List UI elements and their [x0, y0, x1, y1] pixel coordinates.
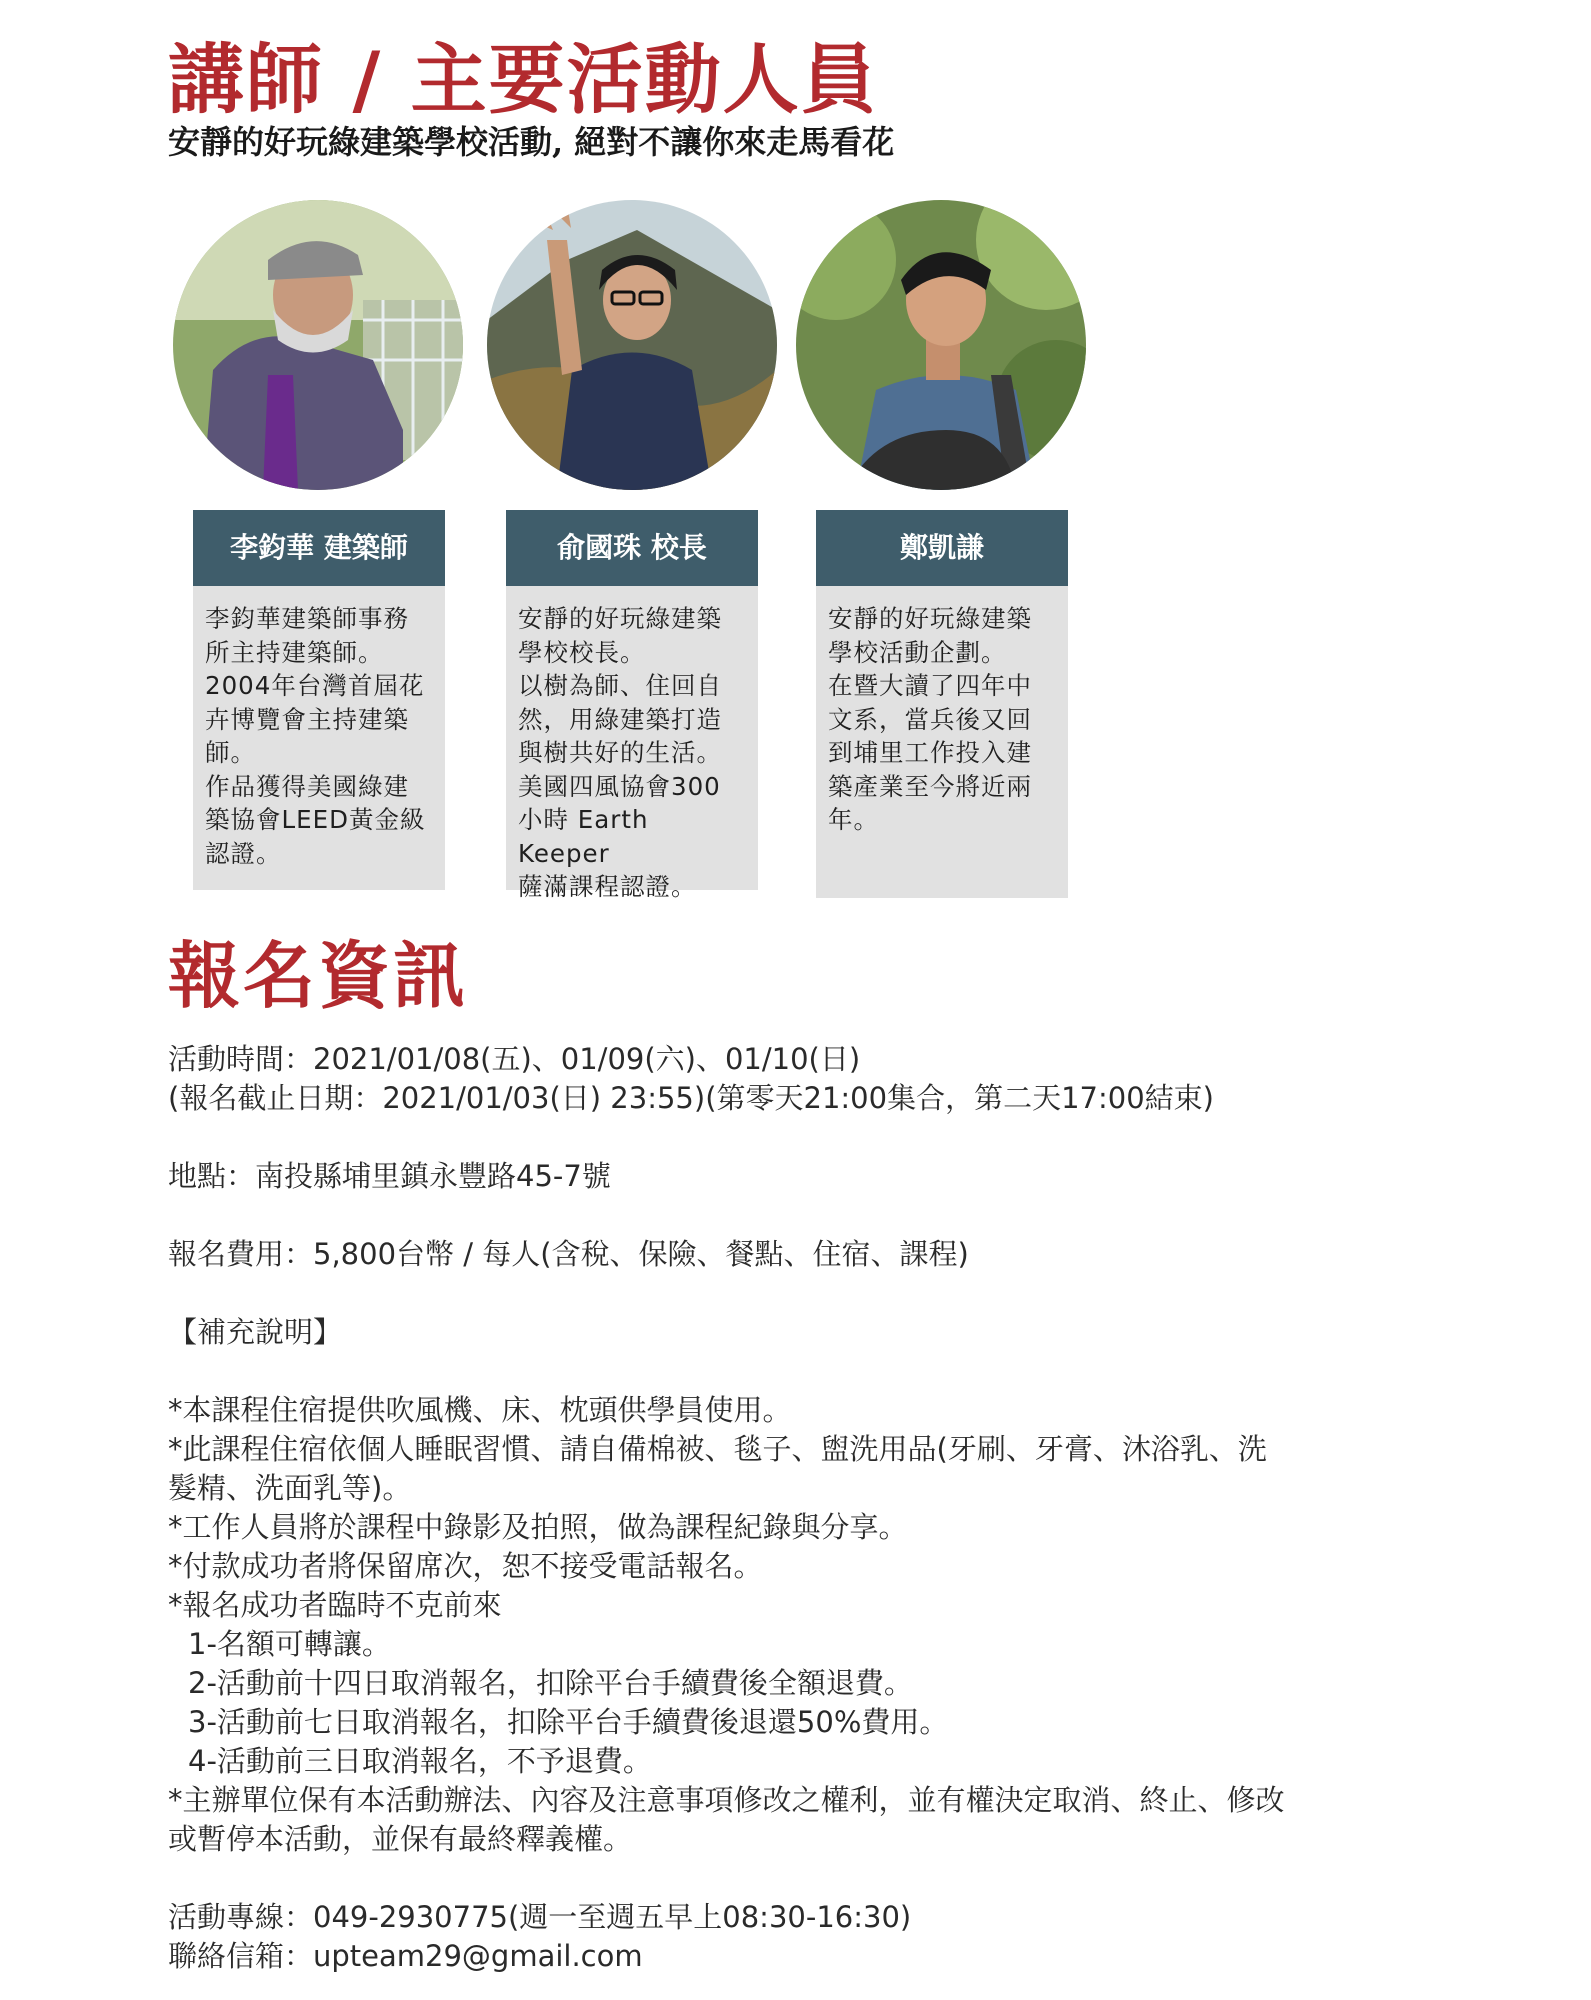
- instructor-bio: 李鈞華建築師事務 所主持建築師。 2004年台灣首屆花 卉博覽會主持建築 師。 作品獲得美國綠建 築協會LEED黃金級 認證。: [193, 586, 445, 890]
- event-time: 活動時間：2021/01/08(五)、01/09(六)、01/10(日): [168, 1042, 861, 1076]
- registration-fee: 報名費用：5,800台幣 / 每人(含稅、保險、餐點、住宿、課程): [168, 1237, 969, 1271]
- notes-title: 【補充說明】: [168, 1315, 343, 1349]
- instructor-bio: 安靜的好玩綠建築 學校活動企劃。 在暨大讀了四年中 文系，當兵後又回 到埔里工作投入建 築產業至今將近兩 年。: [816, 586, 1068, 898]
- section-title-registration: 報名資訊: [168, 933, 469, 1018]
- registration-info: [168, 1040, 1438, 1976]
- note-line: *此課程住宿依個人睡眠習慣、請自備棉被、毯子、盥洗用品(牙刷、牙膏、沐浴乳、洗: [168, 1432, 1267, 1466]
- contact-hotline: 活動專線：049-2930775(週一至週五早上08:30-16:30): [168, 1900, 912, 1934]
- note-line: 髮精、洗面乳等)。: [168, 1471, 412, 1505]
- note-line: *本課程住宿提供吹風機、床、枕頭供學員使用。: [168, 1393, 792, 1427]
- instructor-card-3: [816, 510, 1068, 898]
- note-line: 或暫停本活動，並保有最終釋義權。: [168, 1822, 633, 1856]
- section-title-instructors: 講師 / 主要活動人員: [168, 35, 879, 124]
- instructor-card-2: [506, 510, 758, 901]
- note-line: *報名成功者臨時不克前來: [168, 1588, 502, 1622]
- section-subtitle: 安靜的好玩綠建築學校活動, 絕對不讓你來走馬看花: [168, 123, 895, 161]
- note-line: *主辦單位保有本活動辦法、內容及注意事項修改之權利，並有權決定取消、終止、修改: [168, 1783, 1285, 1817]
- cancel-rule: 3-活動前七日取消報名，扣除平台手續費後退還50%費用。: [188, 1705, 949, 1739]
- note-line: *付款成功者將保留席次，恕不接受電話報名。: [168, 1549, 763, 1583]
- cancel-rule: 4-活動前三日取消報名，不予退費。: [188, 1744, 652, 1778]
- instructor-name: 俞國珠 校長: [506, 510, 758, 586]
- instructor-card-1: [193, 510, 445, 890]
- instructor-name: 鄭凱謙: [816, 510, 1068, 586]
- photo-instructor-3: [796, 200, 1086, 490]
- instructor-name: 李鈞華 建築師: [193, 510, 445, 586]
- photo-instructor-2: [487, 200, 777, 490]
- note-line: *工作人員將於課程中錄影及拍照，做為課程紀錄與分享。: [168, 1510, 908, 1544]
- cancel-rule: 1-名額可轉讓。: [188, 1627, 391, 1661]
- cancel-rule: 2-活動前十四日取消報名，扣除平台手續費後全額退費。: [188, 1666, 913, 1700]
- event-location: 地點：南投縣埔里鎮永豐路45-7號: [168, 1159, 611, 1193]
- instructor-bio: 安靜的好玩綠建築 學校校長。 以樹為師、住回自 然，用綠建築打造 與樹共好的生活。 美國四風協會300 小時 Earth Keeper 薩滿課程認證。: [506, 586, 758, 890]
- contact-email: 聯絡信箱：upteam29@gmail.com: [168, 1939, 643, 1973]
- photo-instructor-1: [173, 200, 463, 490]
- registration-deadline: (報名截止日期：2021/01/03(日) 23:55)(第零天21:00集合，第二天17:00結束): [168, 1081, 1214, 1115]
